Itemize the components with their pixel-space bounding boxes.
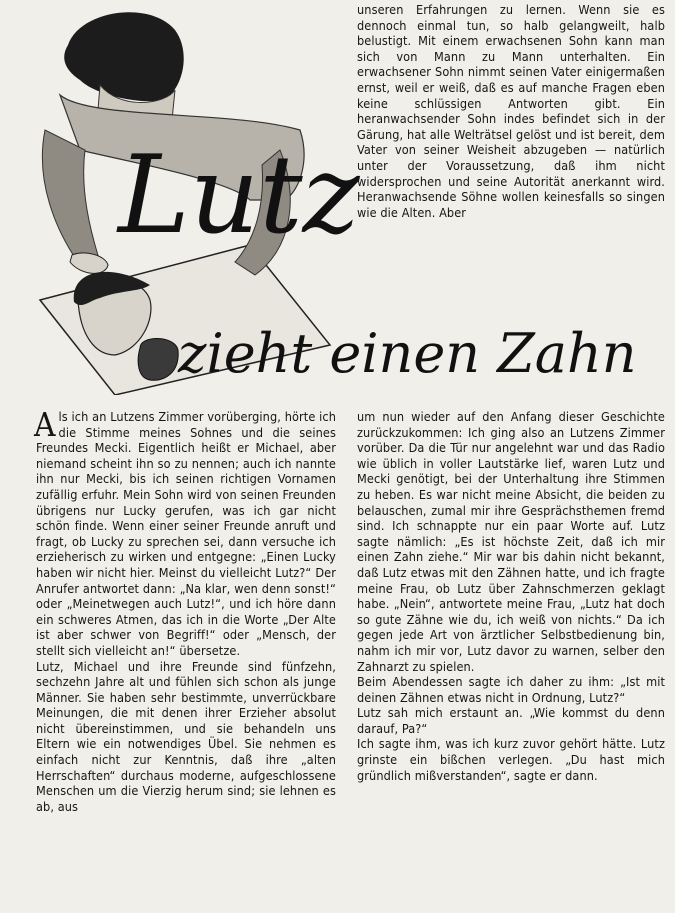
text-column-left (34, 405, 336, 814)
title-word-lutz: Lutz (118, 133, 360, 258)
paragraph: Lutz sah mich erstaunt an. „Wie kommst du denn darauf, Pa?“ (357, 705, 665, 736)
paragraph: um nun wieder auf den Anfang dieser Geschichte zurückzukommen: Ich ging also an Lutzens Zimmer vorüber. Da die Tür nur angelehnt war und das Radio wie üblich in voller Lautstärke lief, waren Lutz und Mecki genötigt, bei der Unterhaltung ihre Stimmen zu heben. Es war nicht meine Absicht, die beiden zu belauschen, zumal mir ihre Gesprächsthemen fremd sind. Ich schnappte nur ein paar Worte auf. Lutz sagte nämlich: „Es ist höchste Zeit, daß ich mir einen Zahn ziehe.“ Mir war bis dahin nicht bekannt, daß Lutz etwas mit den Zähnen hatte, und ich fragte meine Frau, ob Lutz über Zahnschmerzen geklagt habe. „Nein“, antwortete meine Frau, „Lutz hat doch so gute Zähne wie du, ich weiß von nichts.“ Da ich gegen jede Art von ärztlicher Selbstbedienung bin, nahm ich mir vor, Lutz davor zu warnen, selber den Zahnarzt zu spielen. (357, 409, 665, 674)
paragraph-opening (34, 405, 336, 659)
paragraph: unseren Erfahrungen zu lernen. Wenn sie es dennoch einmal tun, so halb gelangweilt, halb belustigt. Mit einem erwachsenen Sohn kann man sich von Mann zu Mann unterhalten. Ein erwachsener Sohn nimmt seinen Vater einigermaßen ernst, weil er weiß, daß es auf manche Fragen eben keine schlüssigen Antworten gibt. Ein heranwachsender Sohn indes befindet sich in der Gärung, hat alle Welträtsel gelöst und ist bereit, dem Vater von seiner Weisheit abzugeben — natürlich unter der Voraussetzung, daß ihm nicht widersprochen und seine Autorität anerkannt wird. Heranwachsende Söhne wollen keinesfalls so singen wie die Alten. Aber (357, 2, 665, 220)
paragraph: Beim Abendessen sagte ich daher zu ihm: „Ist mit deinen Zähnen etwas nicht in Ordnung, Lutz?“ (357, 674, 665, 705)
paragraph: Ich sagte ihm, was ich kurz zuvor gehört hätte. Lutz grinste ein bißchen verlegen. „Du hast mich gründlich mißverstanden“, sagte er dann. (357, 736, 665, 783)
paragraph-text: ls ich an Lutzens Zimmer vorüberging, hörte ich die Stimme meines Sohnes und die seines Freundes Mecki. Eigentlich heißt er Michael, aber niemand scheint ihn so zu nennen; auch ich nannte ihn nur Mecki, bis ich seinen richtigen Vornamen zufällig erfuhr. Mein Sohn wird von seinen Freunden übrigens nur Lucky gerufen, was ich gar nicht schön finde. Wenn einer seiner Freunde anruft und fragt, ob Lucky zu sprechen sei, dann versuche ich erzieherisch zu wirken und entgegne: „Einen Lucky haben wir nicht hier. Meinst du vielleicht Lutz?“ Der Anrufer antwortet dann: „Na klar, wen denn sonst!“ oder „Meinetwegen auch Lutz!“, und ich höre dann ein schweres Atmen, das ich in die Worte „Der Alte ist aber schwer von Begriff!“ oder „Mensch, der stellt sich vielleicht an!“ übersetze. (36, 409, 336, 658)
title-subtitle: zieht einen Zahn (178, 322, 637, 385)
drop-cap: A (34, 405, 56, 444)
man-hair (64, 12, 184, 101)
text-column-top (357, 2, 665, 220)
paragraph: Lutz, Michael und ihre Freunde sind fünfzehn, sechzehn Jahre alt und fühlen sich schon als junge Männer. Sie haben sehr bestimmte, unverrückbare Meinungen, die mit denen ihrer Erzieher absolut nicht übereinstimmen, und sie behandeln uns Eltern wie ein notwendiges Übel. Sie nehmen es einfach nicht zur Kenntnis, daß ihre „alten Herrschaften“ durchaus moderne, aufgeschlossene Menschen um die Vierzig herum sind; sie lehnen es ab, aus (36, 658, 336, 814)
text-column-right (357, 409, 665, 783)
man-hand-left (70, 253, 108, 273)
